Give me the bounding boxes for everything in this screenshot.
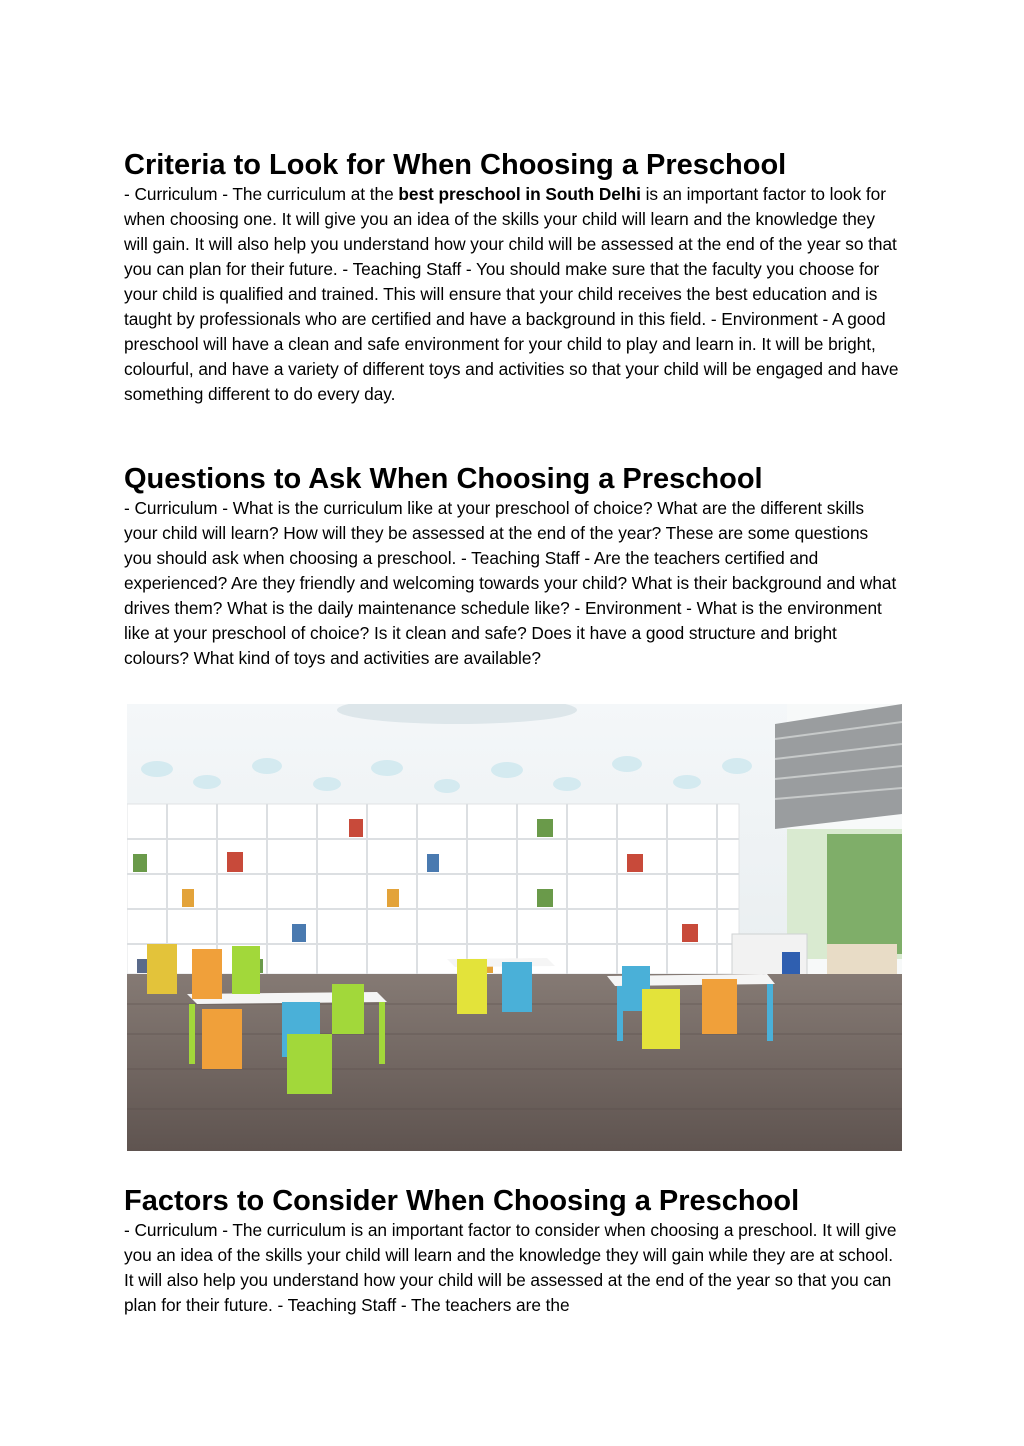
body-text: is an important factor to look for when choosing one. It will give you an idea of the skills your child will learn and the knowledge they will gain. It will also help you understand how your child will be assessed at the end of the year so that you can plan for their future. - Teaching Staff - You should make sure that the faculty you choose for your child is qualified and trained. This will ensure that your child receives the best education and is taught by professionals who are certified and have a background in this field. - Environment - A good preschool will have a clean and safe environment for your child to play and learn in. It will be bright, colourful, and have a variety of different toys and activities so that your child will be engaged and have something different to do every day.: [124, 184, 899, 404]
section-body: [124, 182, 900, 407]
section-questions: [124, 462, 900, 671]
section-factors: [124, 1184, 900, 1318]
section-heading: Criteria to Look for When Choosing a Preschool: [124, 149, 787, 181]
body-text: - Curriculum - The curriculum at the: [124, 184, 399, 204]
section-criteria: [124, 148, 900, 407]
section-heading: Questions to Ask When Choosing a Preschool: [124, 463, 763, 495]
section-body: - Curriculum - The curriculum is an important factor to consider when choosing a preschool. It will give you an idea of the skills your child will learn and the knowledge they will gain while they are at school. It will also help you understand how your child will be assessed at the end of the year so that you can plan for their future. - Teaching Staff - The teachers are the: [124, 1220, 897, 1315]
classroom-photo: [127, 704, 902, 1151]
section-heading: Factors to Consider When Choosing a Preschool: [124, 1185, 800, 1217]
bold-link-text: best preschool in South Delhi: [398, 184, 641, 204]
section-body: - Curriculum - What is the curriculum like at your preschool of choice? What are the different skills your child will learn? How will they be assessed at the end of the year? These are some questions you should ask when choosing a preschool. - Teaching Staff - Are the teachers certified and experienced? Are they friendly and welcoming towards your child? What is their background and what drives them? What is the daily maintenance schedule like? - Environment - What is the environment like at your preschool of choice? Is it clean and safe? Does it have a good structure and bright colours? What kind of toys and activities are available?: [124, 498, 897, 668]
